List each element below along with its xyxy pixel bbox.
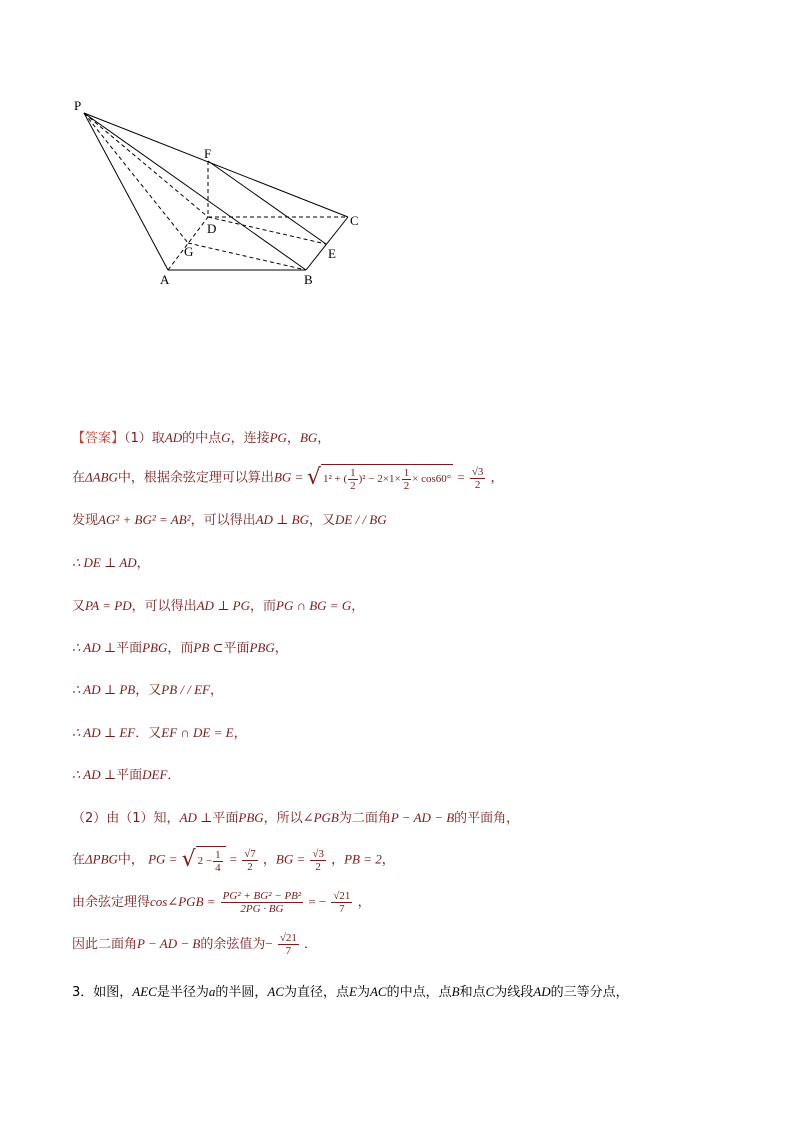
answer-line-8: ∴ AD ⊥ EF．又EF ∩ DE = E， — [72, 725, 247, 741]
answer-line-1: 【答案】（1）取AD的中点G，连接PG，BG， — [72, 430, 331, 446]
label-D: D — [207, 221, 217, 236]
edge-PC — [84, 113, 348, 217]
answer-line-11: 在ΔPBG中， PG = √ 2 − $\frac{1}{4}$ = $\frac{√7}{2}$ ，BG = $\frac{√3}{2}$ ，PB = 2， — [72, 847, 395, 874]
edge-GB — [188, 243, 306, 270]
answer-tag: 【答案】 — [72, 431, 125, 446]
edge-PD — [84, 113, 208, 217]
answer-line-5: 又PA = PD，可以得出AD ⊥ PG，而PG ∩ BG = G， — [72, 598, 365, 614]
answer-line-3: 发现AG² + BG² = AB²，可以得出AD ⊥ BG，又DE / / BG — [72, 512, 387, 528]
answer-line-9: ∴ AD ⊥平面DEF． — [72, 767, 181, 783]
label-P: P — [74, 98, 82, 113]
edge-DE — [208, 217, 326, 244]
edge-FE — [208, 161, 326, 244]
edge-PB — [84, 113, 306, 270]
label-G: G — [184, 244, 194, 259]
edge-PG — [84, 113, 188, 243]
label-C: C — [350, 213, 359, 228]
answer-line-7: ∴ AD ⊥ PB，又PB / / EF， — [72, 682, 224, 698]
arc-label: AEC — [132, 984, 157, 999]
question-3: 3．如图，AEC是半径为a的半圆，AC为直径，点E为AC的中点，点B和点C为线段AD的三等分点， — [72, 984, 629, 1000]
label-E: E — [328, 246, 336, 261]
label-B: B — [304, 272, 313, 287]
answer-line-2: 在ΔABG中，根据余弦定理可以算出BG = √ 1² + ( $\frac{1}{2}$ )² − 2×1× $\frac{1}{2}$ × cos60° = $\frac{√3}{2}$ ， — [72, 465, 504, 492]
answer-line-12: 由余弦定理得cos∠PGB = $\frac{\text{PG² + BG² − PB²}}{2PG \cdot BG}$ = − $\frac{√21}{7}$ ， — [72, 890, 371, 915]
answer-line-10: （2）由（1）知，AD ⊥平面PBG，所以∠PGB为二面角P − AD − B的平面角， — [72, 810, 520, 826]
answer-line-4: ∴ DE ⊥ AD， — [72, 555, 150, 571]
label-F: F — [204, 146, 212, 161]
edge-PA — [84, 113, 168, 270]
sqrt-expression: √ 1² + ( $\frac{1}{2}$ )² − 2×1× $\frac{1}{2}$ × cos60° — [306, 465, 452, 492]
label-A: A — [160, 272, 170, 287]
edge-BC — [306, 217, 348, 270]
answer-line-6: ∴ AD ⊥平面PBG，而PB ⊂平面PBG， — [72, 640, 288, 656]
geometry-figure — [66, 95, 376, 295]
sqrt-expression: √ 2 − $\frac{1}{4}$ — [182, 846, 226, 874]
answer-line-13: 因此二面角P − AD − B的余弦值为− $\frac{√21}{7}$ ． — [72, 932, 318, 957]
